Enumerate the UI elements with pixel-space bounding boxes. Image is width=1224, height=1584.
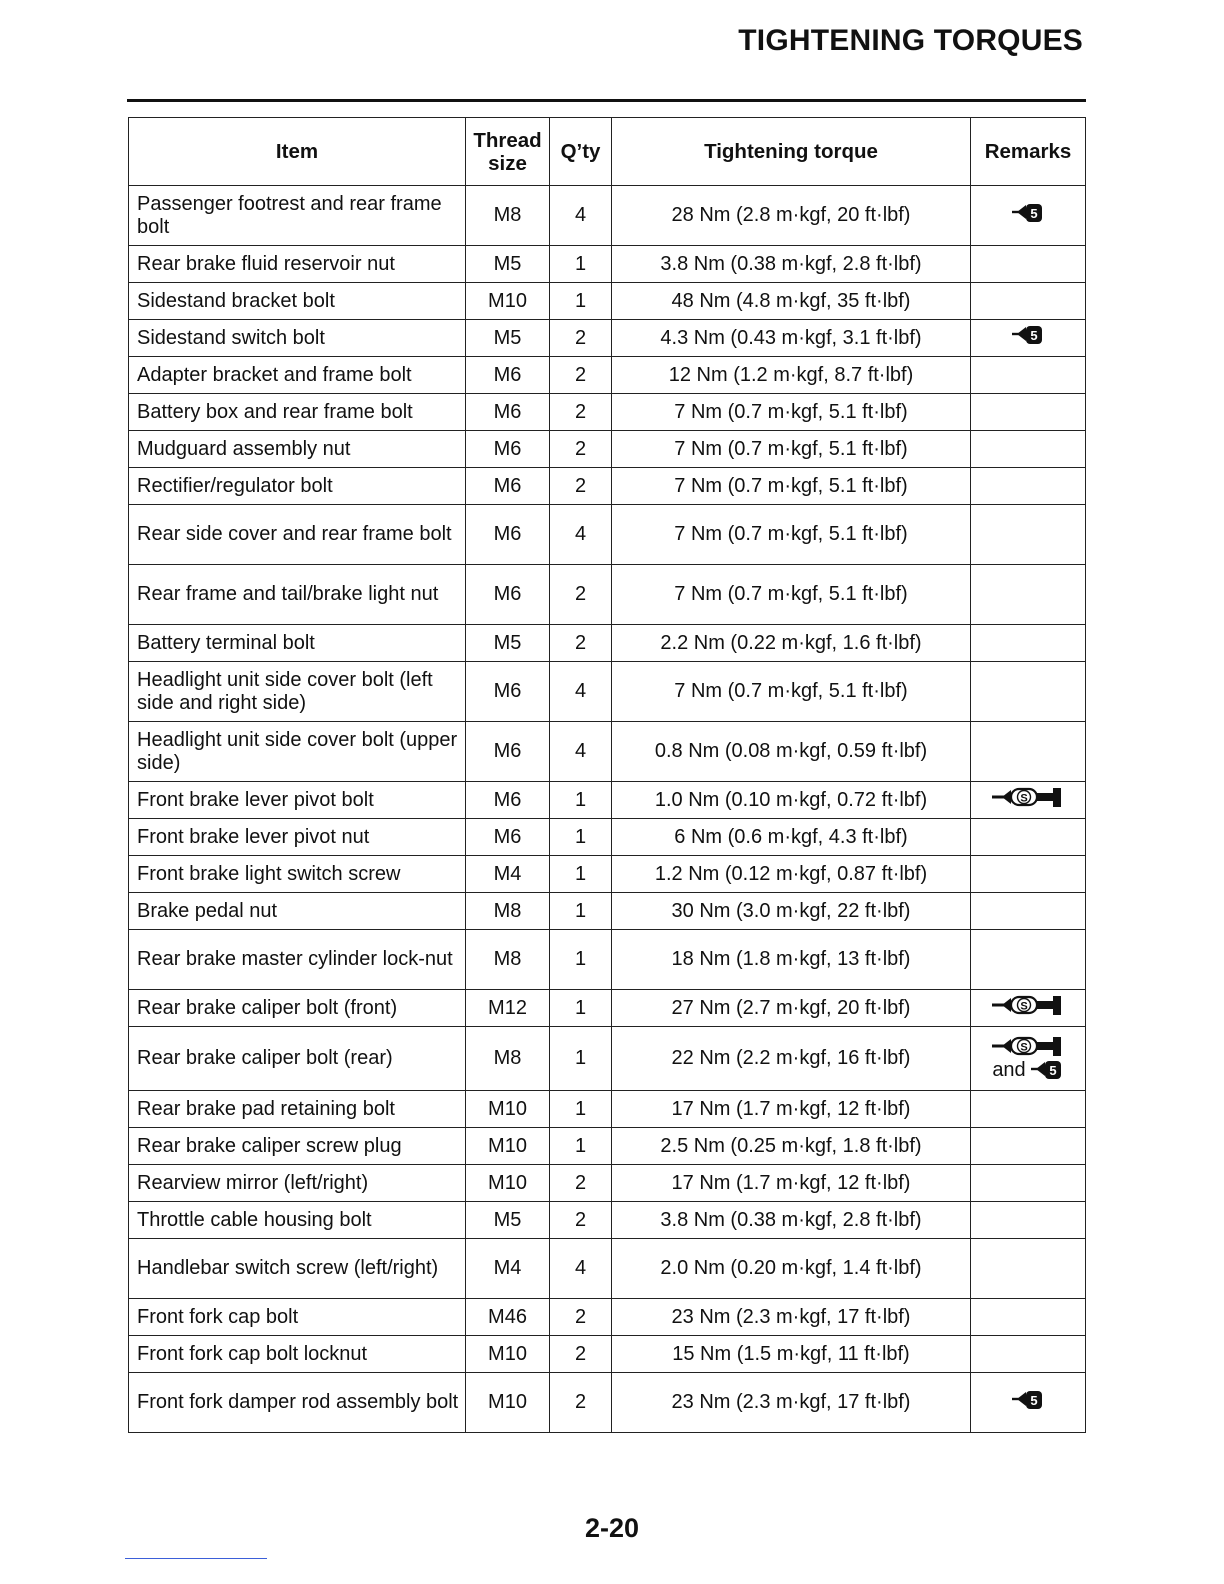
table-row: [129, 1336, 1086, 1373]
thread-size-cell: M8: [466, 893, 550, 930]
header-remarks: Remarks: [971, 118, 1086, 186]
remarks-cell: [971, 283, 1086, 320]
torque-cell: 1.0 Nm (0.10 m·kgf, 0.72 ft·lbf): [612, 782, 971, 819]
thread-size-cell: M12: [466, 990, 550, 1027]
remarks-cell: [971, 1299, 1086, 1336]
table-row: [129, 1091, 1086, 1128]
thread-size-cell: M5: [466, 246, 550, 283]
table-row: [129, 283, 1086, 320]
item-cell: Rearview mirror (left/right): [129, 1165, 466, 1202]
table-row: [129, 1202, 1086, 1239]
thread-size-cell: M10: [466, 1128, 550, 1165]
thread-size-cell: M5: [466, 625, 550, 662]
torque-cell: 30 Nm (3.0 m·kgf, 22 ft·lbf): [612, 893, 971, 930]
remarks-cell: [971, 320, 1086, 357]
table-row: [129, 662, 1086, 722]
thread-size-cell: M10: [466, 283, 550, 320]
table-row: [129, 1128, 1086, 1165]
silicone-grease-icon: [992, 994, 1064, 1016]
table-row: [129, 1373, 1086, 1433]
table-row: [129, 246, 1086, 283]
svg-text:5: 5: [1049, 1063, 1057, 1078]
thread-size-cell: M6: [466, 394, 550, 431]
torque-cell: 3.8 Nm (0.38 m·kgf, 2.8 ft·lbf): [612, 1202, 971, 1239]
qty-cell: 2: [550, 1165, 612, 1202]
torque-cell: 3.8 Nm (0.38 m·kgf, 2.8 ft·lbf): [612, 246, 971, 283]
remarks-cell: [971, 1128, 1086, 1165]
qty-cell: 1: [550, 819, 612, 856]
thread-size-cell: M8: [466, 186, 550, 246]
svg-text:5: 5: [1030, 205, 1038, 221]
thread-size-cell: M6: [466, 505, 550, 565]
table-row: [129, 186, 1086, 246]
remarks-cell: [971, 1165, 1086, 1202]
qty-cell: 1: [550, 1128, 612, 1165]
torque-cell: 17 Nm (1.7 m·kgf, 12 ft·lbf): [612, 1165, 971, 1202]
qty-cell: 4: [550, 186, 612, 246]
qty-cell: 2: [550, 431, 612, 468]
qty-cell: 1: [550, 283, 612, 320]
thread-size-cell: M6: [466, 431, 550, 468]
remarks-cell: [971, 394, 1086, 431]
svg-text:S: S: [1020, 792, 1028, 805]
thread-size-cell: M8: [466, 1027, 550, 1091]
header-qty: Q’ty: [550, 118, 612, 186]
remark-and-line: [992, 1058, 1063, 1082]
remarks-cell: [971, 893, 1086, 930]
torque-cell: 7 Nm (0.7 m·kgf, 5.1 ft·lbf): [612, 505, 971, 565]
remarks-cell: [971, 357, 1086, 394]
remark-and-text: and: [992, 1058, 1026, 1081]
table-row: [129, 930, 1086, 990]
item-cell: Rear brake master cylinder lock-nut: [129, 930, 466, 990]
thread-size-cell: M6: [466, 722, 550, 782]
remarks-cell: [971, 1202, 1086, 1239]
torque-cell: 23 Nm (2.3 m·kgf, 17 ft·lbf): [612, 1373, 971, 1433]
remarks-cell: [971, 505, 1086, 565]
locking-agent-icon: [1011, 323, 1045, 347]
qty-cell: 1: [550, 246, 612, 283]
table-row: [129, 357, 1086, 394]
torque-cell: 22 Nm (2.2 m·kgf, 16 ft·lbf): [612, 1027, 971, 1091]
thread-size-cell: M6: [466, 565, 550, 625]
svg-text:S: S: [1020, 1000, 1028, 1013]
header-thread-line1: Thread: [473, 128, 542, 152]
torque-cell: 7 Nm (0.7 m·kgf, 5.1 ft·lbf): [612, 431, 971, 468]
page-number: 2-20: [584, 1513, 640, 1543]
qty-cell: 2: [550, 1336, 612, 1373]
thread-size-cell: M6: [466, 782, 550, 819]
header-item: Item: [129, 118, 466, 186]
qty-cell: 4: [550, 722, 612, 782]
item-cell: Battery box and rear frame bolt: [129, 394, 466, 431]
qty-cell: 1: [550, 990, 612, 1027]
table-row: [129, 1027, 1086, 1091]
item-cell: Front fork cap bolt locknut: [129, 1336, 466, 1373]
remark-combo: [971, 1035, 1085, 1082]
thread-size-cell: M6: [466, 468, 550, 505]
remarks-cell: [971, 1373, 1086, 1433]
table-row: [129, 1239, 1086, 1299]
locking-agent-icon: [1011, 201, 1045, 225]
remarks-cell: [971, 856, 1086, 893]
thread-size-cell: M10: [466, 1165, 550, 1202]
qty-cell: 2: [550, 320, 612, 357]
torque-cell: 27 Nm (2.7 m·kgf, 20 ft·lbf): [612, 990, 971, 1027]
qty-cell: 1: [550, 930, 612, 990]
remarks-cell: [971, 782, 1086, 819]
torque-cell: 15 Nm (1.5 m·kgf, 11 ft·lbf): [612, 1336, 971, 1373]
item-cell: Front brake light switch screw: [129, 856, 466, 893]
remarks-cell: [971, 246, 1086, 283]
item-cell: Rear side cover and rear frame bolt: [129, 505, 466, 565]
thread-size-cell: M10: [466, 1091, 550, 1128]
qty-cell: 2: [550, 565, 612, 625]
torque-cell: 7 Nm (0.7 m·kgf, 5.1 ft·lbf): [612, 565, 971, 625]
table-row: [129, 320, 1086, 357]
thread-size-cell: M6: [466, 662, 550, 722]
qty-cell: 1: [550, 782, 612, 819]
torque-cell: 7 Nm (0.7 m·kgf, 5.1 ft·lbf): [612, 662, 971, 722]
torque-cell: 23 Nm (2.3 m·kgf, 17 ft·lbf): [612, 1299, 971, 1336]
thread-size-cell: M5: [466, 320, 550, 357]
page-title: TIGHTENING TORQUES: [738, 24, 1083, 57]
remarks-cell: [971, 468, 1086, 505]
torque-cell: 12 Nm (1.2 m·kgf, 8.7 ft·lbf): [612, 357, 971, 394]
thread-size-cell: M4: [466, 1239, 550, 1299]
remarks-cell: [971, 625, 1086, 662]
torque-cell: 2.2 Nm (0.22 m·kgf, 1.6 ft·lbf): [612, 625, 971, 662]
torque-cell: 2.0 Nm (0.20 m·kgf, 1.4 ft·lbf): [612, 1239, 971, 1299]
table-row: [129, 505, 1086, 565]
item-cell: Rear brake fluid reservoir nut: [129, 246, 466, 283]
silicone-grease-icon: [992, 786, 1064, 808]
torque-cell: 0.8 Nm (0.08 m·kgf, 0.59 ft·lbf): [612, 722, 971, 782]
table-row: [129, 856, 1086, 893]
item-cell: Adapter bracket and frame bolt: [129, 357, 466, 394]
qty-cell: 1: [550, 856, 612, 893]
torque-cell: 1.2 Nm (0.12 m·kgf, 0.87 ft·lbf): [612, 856, 971, 893]
item-cell: Rear brake caliper bolt (rear): [129, 1027, 466, 1091]
remarks-cell: [971, 186, 1086, 246]
title-rule: [127, 99, 1086, 102]
remarks-cell: [971, 1239, 1086, 1299]
torque-cell: 17 Nm (1.7 m·kgf, 12 ft·lbf): [612, 1091, 971, 1128]
remarks-cell: [971, 1091, 1086, 1128]
torque-table: [128, 117, 1086, 1433]
item-cell: Headlight unit side cover bolt (upper side): [129, 722, 466, 782]
thread-size-cell: M10: [466, 1336, 550, 1373]
item-cell: Front brake lever pivot bolt: [129, 782, 466, 819]
link-underline: [125, 1558, 267, 1559]
torque-cell: 4.3 Nm (0.43 m·kgf, 3.1 ft·lbf): [612, 320, 971, 357]
locking-agent-icon: [1030, 1058, 1064, 1082]
header-thread-size: [466, 118, 550, 186]
remarks-cell: [971, 1027, 1086, 1091]
item-cell: Rectifier/regulator bolt: [129, 468, 466, 505]
table-row: [129, 722, 1086, 782]
item-cell: Sidestand switch bolt: [129, 320, 466, 357]
qty-cell: 1: [550, 1027, 612, 1091]
item-cell: Passenger footrest and rear frame bolt: [129, 186, 466, 246]
remarks-cell: [971, 431, 1086, 468]
header-thread-line2: size: [488, 151, 527, 175]
qty-cell: 2: [550, 468, 612, 505]
remarks-cell: [971, 722, 1086, 782]
table-row: [129, 990, 1086, 1027]
item-cell: Rear brake caliper bolt (front): [129, 990, 466, 1027]
qty-cell: 4: [550, 505, 612, 565]
table-row: [129, 625, 1086, 662]
qty-cell: 4: [550, 662, 612, 722]
qty-cell: 2: [550, 625, 612, 662]
remarks-cell: [971, 1336, 1086, 1373]
item-cell: Brake pedal nut: [129, 893, 466, 930]
item-cell: Rear brake caliper screw plug: [129, 1128, 466, 1165]
table-row: [129, 431, 1086, 468]
qty-cell: 1: [550, 1091, 612, 1128]
qty-cell: 2: [550, 1202, 612, 1239]
table-row: [129, 1299, 1086, 1336]
torque-cell: 6 Nm (0.6 m·kgf, 4.3 ft·lbf): [612, 819, 971, 856]
svg-text:S: S: [1020, 1041, 1028, 1054]
remarks-cell: [971, 662, 1086, 722]
thread-size-cell: M46: [466, 1299, 550, 1336]
torque-cell: 7 Nm (0.7 m·kgf, 5.1 ft·lbf): [612, 468, 971, 505]
qty-cell: 2: [550, 357, 612, 394]
item-cell: Battery terminal bolt: [129, 625, 466, 662]
qty-cell: 2: [550, 1299, 612, 1336]
item-cell: Rear frame and tail/brake light nut: [129, 565, 466, 625]
qty-cell: 2: [550, 394, 612, 431]
torque-cell: 2.5 Nm (0.25 m·kgf, 1.8 ft·lbf): [612, 1128, 971, 1165]
table-row: [129, 394, 1086, 431]
thread-size-cell: M4: [466, 856, 550, 893]
table-row: [129, 1165, 1086, 1202]
item-cell: Rear brake pad retaining bolt: [129, 1091, 466, 1128]
item-cell: Front brake lever pivot nut: [129, 819, 466, 856]
remarks-cell: [971, 990, 1086, 1027]
svg-text:5: 5: [1030, 328, 1038, 343]
torque-cell: 28 Nm (2.8 m·kgf, 20 ft·lbf): [612, 186, 971, 246]
item-cell: Mudguard assembly nut: [129, 431, 466, 468]
qty-cell: 1: [550, 893, 612, 930]
table-row: [129, 468, 1086, 505]
svg-text:5: 5: [1030, 1392, 1038, 1408]
silicone-grease-icon: [992, 1035, 1064, 1057]
remarks-cell: [971, 565, 1086, 625]
item-cell: Handlebar switch screw (left/right): [129, 1239, 466, 1299]
thread-size-cell: M10: [466, 1373, 550, 1433]
item-cell: Throttle cable housing bolt: [129, 1202, 466, 1239]
qty-cell: 2: [550, 1373, 612, 1433]
thread-size-cell: M6: [466, 819, 550, 856]
remarks-cell: [971, 930, 1086, 990]
thread-size-cell: M6: [466, 357, 550, 394]
item-cell: Headlight unit side cover bolt (left side and right side): [129, 662, 466, 722]
table-header-row: [129, 118, 1086, 186]
table-row: [129, 893, 1086, 930]
thread-size-cell: M8: [466, 930, 550, 990]
qty-cell: 4: [550, 1239, 612, 1299]
table-row: [129, 819, 1086, 856]
torque-cell: 48 Nm (4.8 m·kgf, 35 ft·lbf): [612, 283, 971, 320]
item-cell: Front fork cap bolt: [129, 1299, 466, 1336]
thread-size-cell: M5: [466, 1202, 550, 1239]
remarks-cell: [971, 819, 1086, 856]
torque-cell: 7 Nm (0.7 m·kgf, 5.1 ft·lbf): [612, 394, 971, 431]
table-row: [129, 565, 1086, 625]
item-cell: Sidestand bracket bolt: [129, 283, 466, 320]
locking-agent-icon: [1011, 1388, 1045, 1412]
header-torque: Tightening torque: [612, 118, 971, 186]
item-cell: Front fork damper rod assembly bolt: [129, 1373, 466, 1433]
table-row: [129, 782, 1086, 819]
torque-cell: 18 Nm (1.8 m·kgf, 13 ft·lbf): [612, 930, 971, 990]
